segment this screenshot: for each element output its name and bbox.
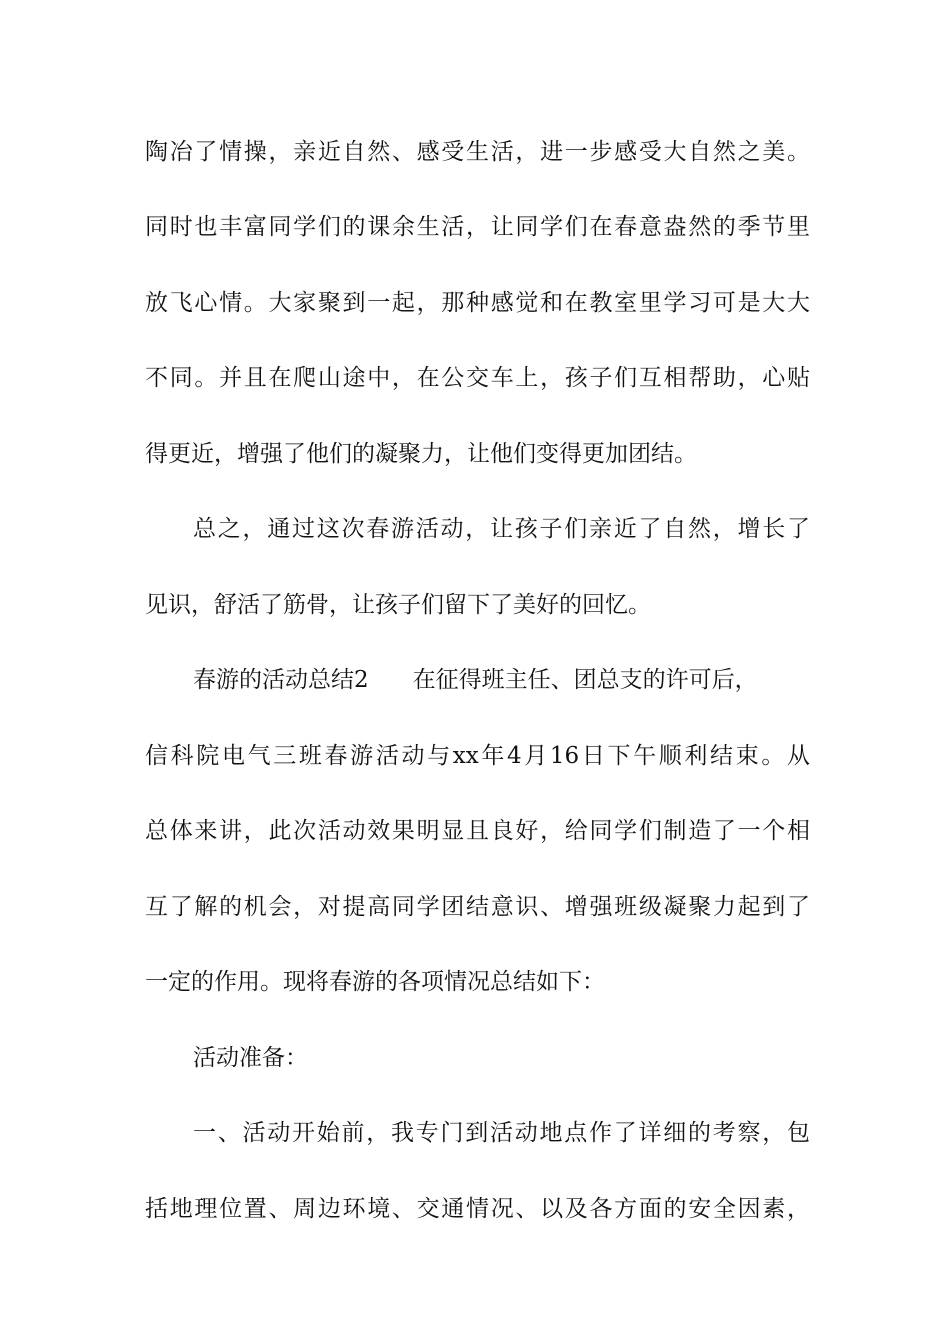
text-line: 信科院电气三班春游活动与xx年4月16日下午顺利结束。从 bbox=[145, 743, 810, 769]
text-line: 总体来讲，此次活动效果明显且良好，给同学们制造了一个相 bbox=[145, 818, 810, 844]
subheading: 活动准备： bbox=[193, 1045, 308, 1071]
text-line: 互了解的机会，对提高同学团结意识、增强班级凝聚力起到了 bbox=[145, 894, 810, 920]
text-line: 放飞心情。大家聚到一起，那种感觉和在教室里学习可是大大 bbox=[145, 290, 810, 316]
section-intro-text: 在征得班主任、团总支的许可后， bbox=[412, 667, 758, 693]
section-heading: 春游的活动总结2 bbox=[193, 667, 369, 693]
paragraph-first-line: 总之，通过这次春游活动，让孩子们亲近了自然，增长了 bbox=[193, 516, 810, 542]
paragraph-first-line: 一、活动开始前，我专门到活动地点作了详细的考察，包 bbox=[193, 1120, 810, 1146]
text-line: 括地理位置、周边环境、交通情况、以及各方面的安全因素， bbox=[145, 1196, 810, 1222]
text-line: 一定的作用。现将春游的各项情况总结如下： bbox=[145, 969, 605, 995]
text-line: 陶冶了情操，亲近自然、感受生活，进一步感受大自然之美。 bbox=[145, 139, 810, 165]
text-line: 见识，舒活了筋骨，让孩子们留下了美好的回忆。 bbox=[145, 592, 651, 618]
text-line: 不同。并且在爬山途中，在公交车上，孩子们互相帮助，心贴 bbox=[145, 365, 810, 391]
text-line: 得更近，增强了他们的凝聚力，让他们变得更加团结。 bbox=[145, 441, 697, 467]
text-line: 同时也丰富同学们的课余生活，让同学们在春意盎然的季节里 bbox=[145, 214, 810, 240]
section-heading-line bbox=[193, 660, 810, 700]
